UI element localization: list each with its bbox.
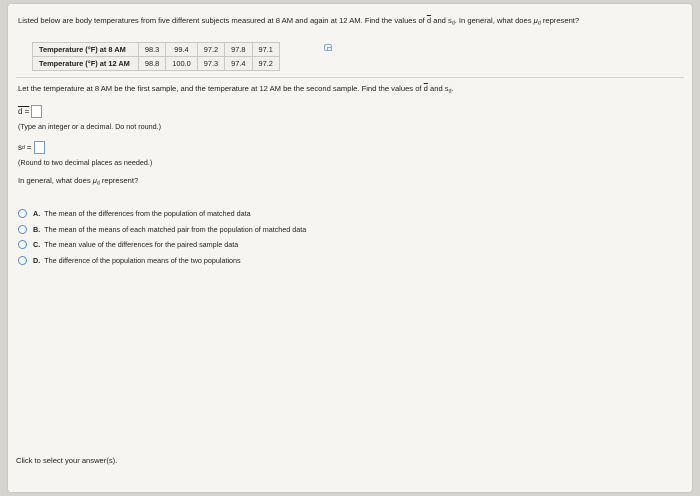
row-label: Temperature (°F) at 12 AM xyxy=(33,57,139,71)
temperature-table xyxy=(32,42,280,71)
table-cell: 100.0 xyxy=(166,57,198,71)
option-d[interactable]: D. The difference of the population means of the two populations xyxy=(18,253,306,269)
d-bar-label: d = xyxy=(18,107,30,116)
answer-options xyxy=(18,206,306,268)
instruction-text: Let the temperature at 8 AM be the first sample, and the temperature at 12 AM be the second sample. Find the values of $\overline{d}$ and $s_d$. xyxy=(18,84,454,95)
radio-button[interactable] xyxy=(18,209,27,218)
radio-button[interactable] xyxy=(18,256,27,265)
table-cell: 98.3 xyxy=(138,43,165,57)
sd-field: s d = xyxy=(18,141,45,154)
question-text: Listed below are body temperatures from five different subjects measured at 8 AM and again at 12 AM. Find the values of $\overline{d}$ and $s_d$. In general, what does $\mu_d$ represent? xyxy=(18,16,580,27)
divider xyxy=(16,77,684,78)
table-cell: 97.8 xyxy=(225,43,252,57)
mu-question: In general, what does $\mu_d$ represent? xyxy=(18,176,139,187)
option-b[interactable]: B. The mean of the means of each matched pair from the population of matched data xyxy=(18,222,306,238)
d-bar-input[interactable] xyxy=(31,105,42,118)
option-c[interactable]: C. The mean value of the differences for the paired sample data xyxy=(18,237,306,253)
sd-label: s xyxy=(18,143,22,152)
table-cell: 97.4 xyxy=(225,57,252,71)
d-bar-field xyxy=(18,105,42,118)
option-a[interactable]: A. The mean of the differences from the population of matched data xyxy=(18,206,306,222)
d-bar-hint: (Type an integer or a decimal. Do not round.) xyxy=(18,122,162,131)
mu-symbol: μ xyxy=(533,16,538,25)
sd-hint: (Round to two decimal places as needed.) xyxy=(18,158,153,167)
table-cell: 97.2 xyxy=(252,57,279,71)
table-row xyxy=(33,57,280,71)
radio-button[interactable] xyxy=(18,225,27,234)
sd-input[interactable] xyxy=(34,141,45,154)
status-text: Click to select your answer(s). xyxy=(16,456,118,465)
table-cell: 97.2 xyxy=(197,43,224,57)
table-cell: 99.4 xyxy=(166,43,198,57)
question-page xyxy=(8,4,692,492)
radio-button[interactable] xyxy=(18,240,27,249)
row-label: Temperature (°F) at 8 AM xyxy=(33,43,139,57)
d-bar-symbol: $\overline{d}$ xyxy=(426,16,432,25)
table-cell: 97.3 xyxy=(197,57,224,71)
table-cell: 97.1 xyxy=(252,43,279,57)
table-cell: 98.8 xyxy=(138,57,165,71)
copy-data-icon[interactable] xyxy=(324,44,332,51)
table-row xyxy=(33,43,280,57)
